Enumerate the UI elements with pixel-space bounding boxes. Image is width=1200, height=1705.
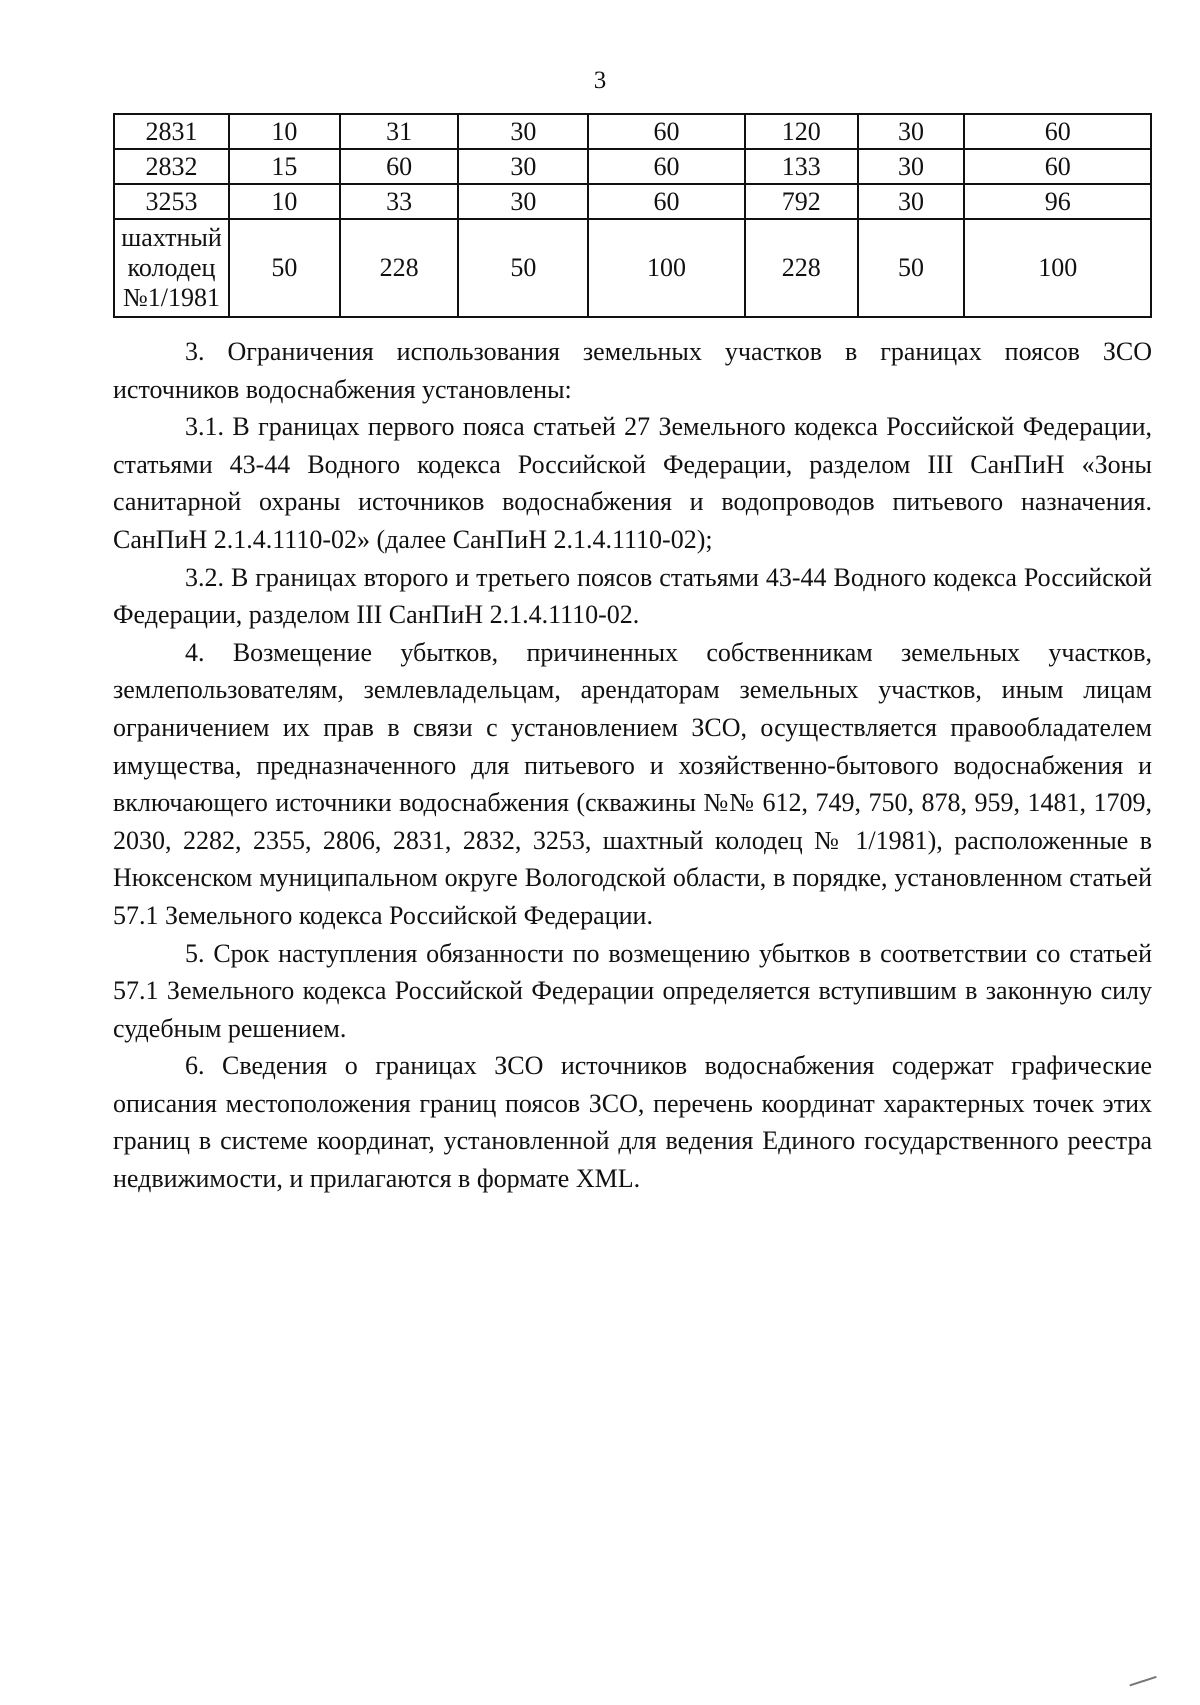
paragraph-3-2: 3.2. В границах второго и третьего поясов статьями 43-44 Водного кодекса Российской Федерации, разделом III СанПиН 2.1.4.1110-02. [113,562,1152,630]
table-cell: 30 [858,149,965,184]
table-cell: 792 [745,184,858,219]
table-row [114,219,1151,317]
paragraph-4: 4. Возмещение убытков, причиненных собственникам земельных участков, землепользователям, землевладельцам, арендаторам земельных участков, иным лицам ограничением их прав в связи с установлением ЗСО, осуществляется правообладателем имущества, предназначенного для питьевого и хозяйственно-бытового водоснабжения и включающего источники водоснабжения (скважины №№ 612, 749, 750, 878, 959, 1481, 1709, 2030, 2282, 2355, 2806, 2831, 2832, 3253, шахтный колодец № 1/1981), расположенные в Нюксенском муниципальном округе Вологодской области, в порядке, установленном статьей 57.1 Земельного кодекса Российской Федерации. [113,637,1152,930]
table-cell: 60 [588,114,745,149]
table-cell: 3253 [114,184,229,219]
table-cell: 10 [229,114,340,149]
table-cell: 60 [588,149,745,184]
table-cell: 60 [964,149,1151,184]
table-row [114,149,1151,184]
table-cell: 133 [745,149,858,184]
table-cell: 50 [229,219,340,317]
table-cell: 50 [458,219,588,317]
table-cell: 30 [858,184,965,219]
table-cell: 15 [229,149,340,184]
water-protection-zones-table [113,113,1152,318]
table-cell: 33 [340,184,459,219]
table-cell: 100 [964,219,1151,317]
table-cell: 60 [964,114,1151,149]
table-cell: 120 [745,114,858,149]
paragraph-3: 3. Ограничения использования земельных участков в границах поясов ЗСО источников водоснабжения установлены: [113,337,1152,404]
table-cell: 30 [458,114,588,149]
table-cell: 2831 [114,114,229,149]
table-cell: 30 [858,114,965,149]
page-number: 3 [593,67,607,94]
table-cell: 60 [340,149,459,184]
table-row [114,184,1151,219]
table-row [114,114,1151,149]
table-cell: 96 [964,184,1151,219]
table-cell: 60 [588,184,745,219]
table-cell: 30 [458,184,588,219]
paragraph-6: 6. Сведения о границах ЗСО источников водоснабжения содержат графические описания местоположения границ поясов ЗСО, перечень координат характерных точек этих границ в системе координат, установленной для ведения Единого государственного реестра недвижимости, и прилагаются в формате XML. [113,1051,1152,1194]
table-cell: 10 [229,184,340,219]
table-cell: 30 [458,149,588,184]
table-cell: 228 [340,219,459,317]
paragraph-3-1: 3.1. В границах первого пояса статьей 27 Земельного кодекса Российской Федерации, статьями 43-44 Водного кодекса Российской Федерации, разделом III СанПиН «Зоны санитарной охраны источников водоснабжения и водопроводов питьевого назначения. СанПиН 2.1.4.1110-02» (далее СанПиН 2.1.4.1110-02); [113,412,1152,554]
table-cell: 50 [858,219,965,317]
table-cell: 2832 [114,149,229,184]
paragraph-5: 5. Срок наступления обязанности по возмещению убытков в соответствии со статьей 57.1 Земельного кодекса Российской Федерации определяется вступившим в законную силу судебным решением. [113,938,1152,1043]
table-cell: 228 [745,219,858,317]
table-cell: шахтный колодец №1/1981 [114,219,229,317]
document-body [113,333,1152,1198]
table-cell: 100 [588,219,745,317]
scan-mark [1129,1676,1158,1692]
table-cell: 31 [340,114,459,149]
